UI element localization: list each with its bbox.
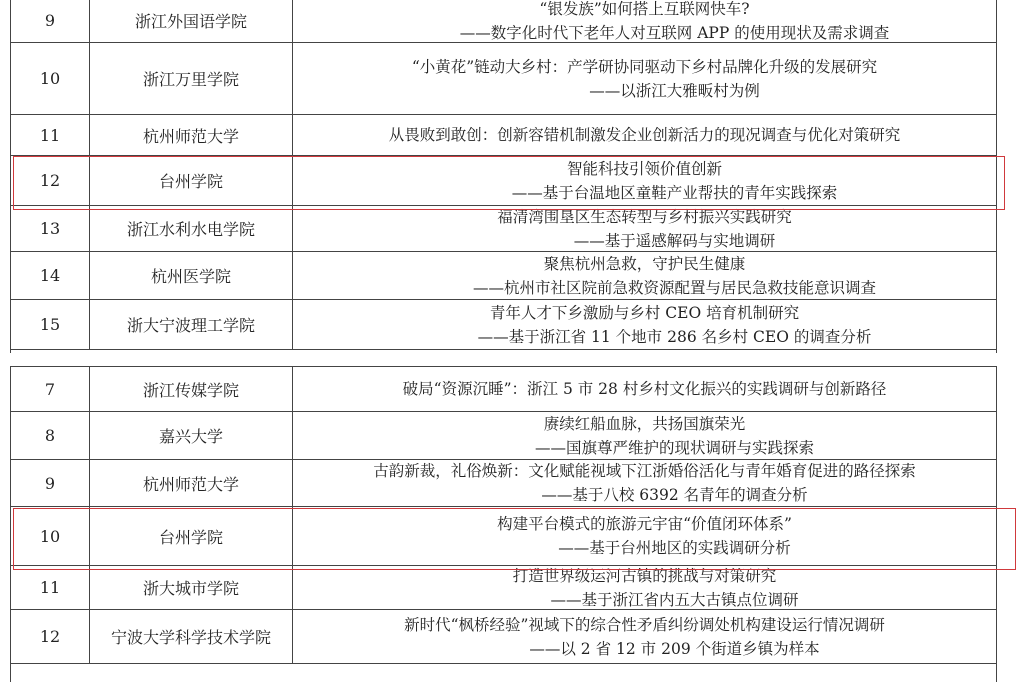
table-row [11,566,996,610]
table-row [11,460,996,507]
project-title [293,610,996,663]
top-table [10,0,997,353]
title-line-1: 智能科技引领价值创新 [566,159,722,178]
project-title [293,412,996,459]
table-row [11,610,996,664]
title-line-2: ——国旗尊严维护的现状调研与实践探索 [534,438,814,457]
table-row [11,156,996,206]
title-line-1: 从畏败到敢创：创新容错机制激发企业创新活力的现况调查与优化对策研究 [388,126,901,144]
project-title [293,507,996,565]
school-name: 杭州师范大学 [90,115,293,155]
title-line-2: ——基于遥感解码与实地调研 [573,231,776,250]
school-name: 台州学院 [90,507,293,565]
title-line-1: 聚焦杭州急救，守护民生健康 [543,254,746,273]
school-name: 浙江传媒学院 [90,367,293,411]
row-number: 13 [11,206,90,251]
row-number: 7 [11,367,90,411]
title-line-1: 赓续红船血脉，共扬国旗荣光 [543,414,746,433]
table-row [11,300,996,350]
row-number: 8 [11,412,90,459]
title-line-2: ——基于台温地区童鞋产业帮扶的青年实践探索 [511,183,838,202]
title-line-2: ——基于台州地区的实践调研分析 [558,539,791,557]
project-title [293,252,996,299]
table-row [11,252,996,300]
title-line-2: ——基于八校 6392 名青年的调查分析 [541,486,808,504]
school-name: 浙江万里学院 [90,43,293,114]
table-row [11,366,996,412]
row-number: 11 [11,566,90,609]
project-title [293,0,996,42]
table-row [11,412,996,460]
project-title [293,460,996,506]
project-title [293,43,996,114]
table-row [11,43,996,115]
row-number: 11 [11,115,90,155]
title-line-1: 打造世界级运河古镇的挑战与对策研究 [512,566,777,585]
school-name: 台州学院 [90,156,293,205]
row-number: 9 [11,0,90,42]
title-line-2: ——杭州市社区院前急救资源配置与居民急救技能意识调查 [472,278,876,297]
school-name: 浙大城市学院 [90,566,293,609]
row-number: 15 [11,300,90,349]
title-line-1: 构建平台模式的旅游元宇宙“价值闭环体系” [497,515,792,533]
row-number: 12 [11,610,90,663]
title-line-1: “小黄花”链动大乡村：产学研协同驱动下乡村品牌化升级的发展研究 [411,57,878,76]
row-number: 10 [11,507,90,565]
title-line-1: “银发族”如何搭上互联网快车? [539,0,750,18]
school-name: 杭州师范大学 [90,460,293,506]
row-number: 12 [11,156,90,205]
project-title [293,300,996,349]
title-line-1: 破局“资源沉睡”：浙江 5 市 28 村乡村文化振兴的实践调研与创新路径 [402,380,887,398]
title-line-1: 青年人才下乡激励与乡村 CEO 培育机制研究 [489,303,800,322]
school-name: 浙大宁波理工学院 [90,300,293,349]
title-line-2: ——以 2 省 12 市 209 个街道乡镇为样本 [529,639,820,658]
school-name: 浙江外国语学院 [90,0,293,42]
title-line-2: ——基于浙江省内五大古镇点位调研 [550,590,799,609]
title-line-2: ——以浙江大雅畈村为例 [589,81,760,100]
project-title [293,206,996,251]
school-name: 杭州医学院 [90,252,293,299]
title-line-1: 新时代“枫桥经验”视域下的综合性矛盾纠纷调处机构建设运行情况调研 [404,615,885,634]
project-title [293,115,996,155]
table-row [11,115,996,156]
title-line-1: 福清湾围垦区生态转型与乡村振兴实践研究 [497,207,792,226]
bottom-table [10,366,997,682]
school-name: 浙江水利水电学院 [90,206,293,251]
title-line-2: ——基于浙江省 11 个地市 286 名乡村 CEO 的调查分析 [477,327,872,346]
project-title [293,156,996,205]
table-row [11,0,996,43]
project-title [293,367,996,411]
table-row [11,507,996,566]
row-number: 9 [11,460,90,506]
school-name: 宁波大学科学技术学院 [90,610,293,663]
title-line-2: ——数字化时代下老年人对互联网 APP 的使用现状及需求调查 [459,23,890,42]
row-number: 14 [11,252,90,299]
school-name: 嘉兴大学 [90,412,293,459]
row-number: 10 [11,43,90,114]
project-title [293,566,996,609]
title-line-1: 古韵新裁，礼俗焕新：文化赋能视域下江浙婚俗活化与青年婚育促进的路径探索 [373,462,916,480]
table-row [11,206,996,252]
